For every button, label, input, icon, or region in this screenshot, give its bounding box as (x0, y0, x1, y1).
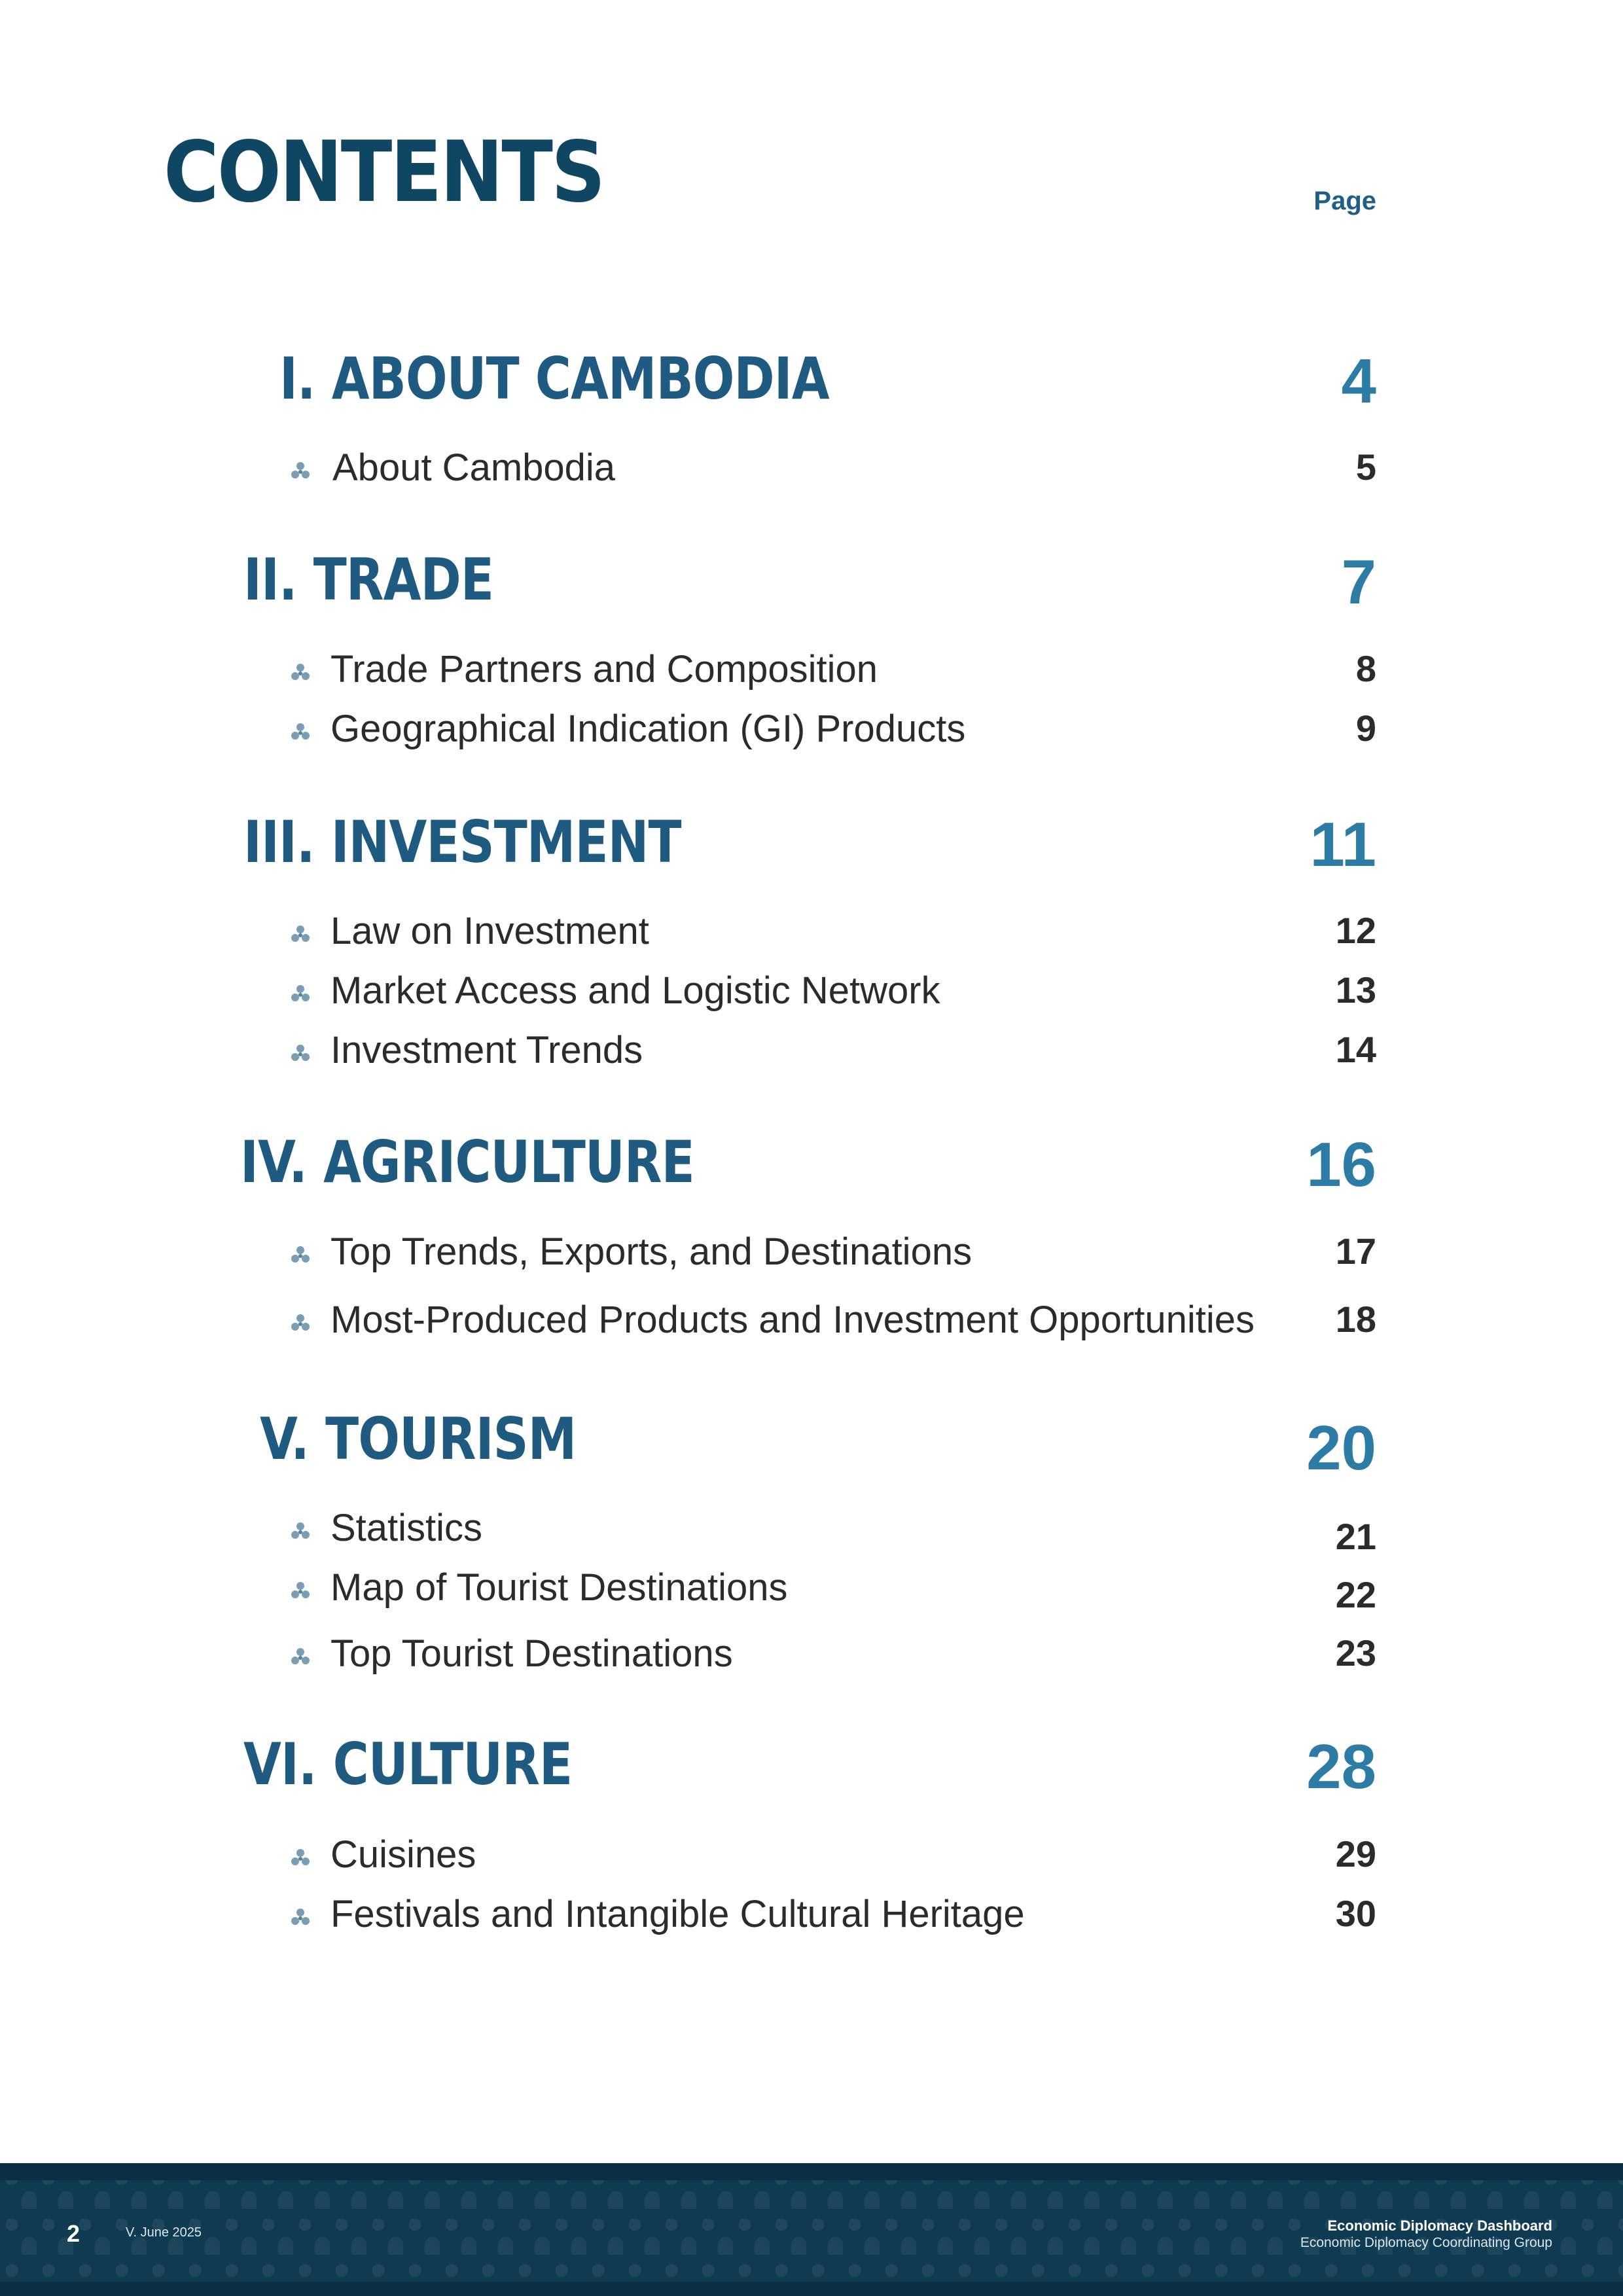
lotus-bullet-icon (291, 1245, 310, 1265)
section-title[interactable]: VI. CULTURE (243, 1731, 573, 1798)
page-title: CONTENTS (164, 124, 604, 221)
toc-item-page: 12 (1335, 910, 1376, 951)
toc-item-label[interactable]: Market Access and Logistic Network (330, 969, 940, 1012)
section-page-number: 4 (1341, 346, 1376, 416)
section-title[interactable]: III. INVESTMENT (243, 808, 681, 876)
page-footer (0, 2163, 1623, 2296)
footer-top-band (0, 2163, 1623, 2180)
toc-item-page: 17 (1335, 1230, 1376, 1272)
section-title[interactable]: II. TRADE (243, 546, 494, 613)
toc-item-label[interactable]: Law on Investment (330, 910, 649, 952)
section-page-number: 7 (1341, 547, 1376, 617)
toc-item-page: 29 (1335, 1833, 1376, 1874)
section-page-number: 16 (1306, 1130, 1376, 1200)
lotus-bullet-icon (291, 722, 310, 742)
toc-item-label[interactable]: Top Trends, Exports, and Destinations (330, 1230, 972, 1273)
toc-item-page: 23 (1335, 1632, 1376, 1674)
lotus-bullet-icon (291, 984, 310, 1003)
toc-item[interactable] (0, 1890, 1623, 1936)
toc-item[interactable] (0, 907, 1623, 953)
toc-item[interactable] (0, 1296, 1623, 1342)
toc-item-label[interactable]: Cuisines (330, 1833, 476, 1876)
toc-item[interactable] (0, 1831, 1623, 1876)
toc-item[interactable] (0, 1564, 1623, 1615)
footer-publisher (1300, 2217, 1552, 2251)
lotus-bullet-icon (291, 1043, 310, 1063)
lotus-bullet-icon (291, 1581, 310, 1600)
lotus-bullet-icon (291, 461, 310, 480)
footer-bottom-band (0, 2282, 1623, 2296)
toc-item-page: 13 (1335, 969, 1376, 1011)
toc-item-label[interactable]: Trade Partners and Composition (330, 648, 878, 691)
section-title[interactable]: I. ABOUT CAMBODIA (279, 345, 829, 412)
toc-item[interactable] (0, 645, 1623, 691)
toc-item-label[interactable]: Top Tourist Destinations (330, 1632, 733, 1675)
toc-item[interactable] (0, 1504, 1623, 1557)
section-page-number: 11 (1310, 810, 1376, 880)
toc-item[interactable] (0, 1630, 1623, 1676)
lotus-bullet-icon (291, 1647, 310, 1666)
toc-item-label[interactable]: Festivals and Intangible Cultural Heritage (330, 1893, 1025, 1935)
footer-publication-title: Economic Diplomacy Dashboard (1327, 2217, 1552, 2234)
page-column-label: Page (1313, 187, 1376, 215)
toc-item[interactable] (0, 705, 1623, 751)
toc-item-page: 9 (1355, 708, 1376, 749)
lotus-bullet-icon (291, 1521, 310, 1541)
toc-item-page: 21 (1335, 1516, 1376, 1557)
footer-organization: Economic Diplomacy Coordinating Group (1300, 2235, 1552, 2250)
toc-item[interactable] (0, 1026, 1623, 1072)
section-page-number: 28 (1306, 1732, 1376, 1802)
toc-item-label[interactable]: Most-Produced Products and Investment Opportunities (330, 1299, 1255, 1341)
section-title[interactable]: V. TOURISM (260, 1405, 577, 1473)
lotus-bullet-icon (291, 1848, 310, 1867)
toc-item[interactable] (0, 1228, 1623, 1274)
toc-item[interactable] (0, 444, 1623, 490)
section-page-number: 20 (1306, 1413, 1376, 1483)
lotus-bullet-icon (291, 924, 310, 944)
toc-item-page: 5 (1355, 446, 1376, 488)
section-title[interactable]: IV. AGRICULTURE (240, 1128, 694, 1196)
toc-item-label[interactable]: Investment Trends (330, 1029, 643, 1071)
footer-version: V. June 2025 (126, 2225, 202, 2240)
toc-item-label[interactable]: Geographical Indication (GI) Products (330, 708, 966, 750)
footer-page-number: 2 (67, 2220, 80, 2247)
toc-item-page: 18 (1335, 1299, 1376, 1340)
toc-item[interactable] (0, 967, 1623, 1013)
lotus-bullet-icon (291, 662, 310, 682)
toc-item-page: 22 (1335, 1574, 1376, 1615)
toc-item-label[interactable]: Map of Tourist Destinations (330, 1566, 788, 1609)
lotus-bullet-icon (291, 1313, 310, 1333)
lotus-bullet-icon (291, 1907, 310, 1927)
toc-item-page: 8 (1355, 648, 1376, 689)
toc-item-label[interactable]: Statistics (330, 1507, 483, 1549)
toc-item-page: 30 (1335, 1893, 1376, 1934)
toc-item-label[interactable]: About Cambodia (332, 446, 616, 489)
toc-item-page: 14 (1335, 1029, 1376, 1070)
